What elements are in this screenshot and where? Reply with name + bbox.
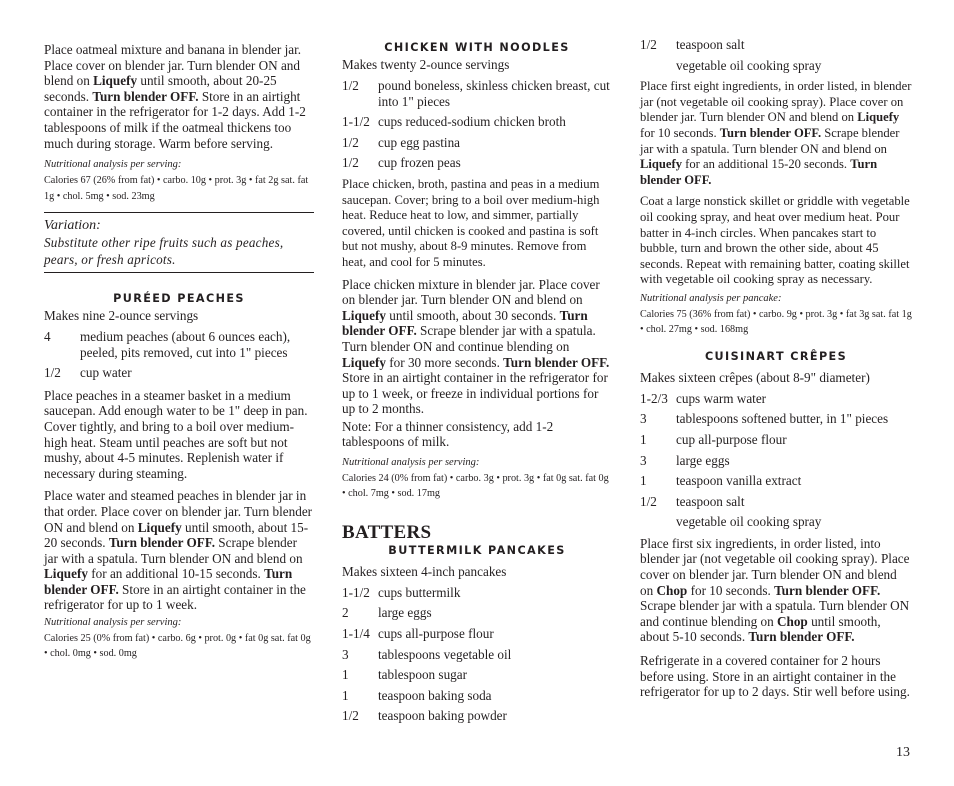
text-run: Scrape blender jar with a spatula. Turn blender ON and blend on <box>640 125 900 156</box>
peaches-step-2 <box>44 488 314 613</box>
pancakes-step-2: Coat a large nonstick skillet or griddle with vegetable oil cooking spray, and heat over medium heat. Pour batter in 4-inch circles. When pancakes start to bubble, turn and brown the other side, about 45 seconds. Repeat with remaining batter, coating skillet with vegetable oil cooking spray as necessary. <box>640 194 910 287</box>
ingredient-text: tablespoon sugar <box>378 667 467 683</box>
ingredient-text: vegetable oil cooking spray <box>676 514 822 530</box>
ingredient-text: teaspoon baking powder <box>378 708 507 724</box>
text-run: for 10 seconds. <box>640 125 720 140</box>
ingredient-item <box>640 514 912 530</box>
bold-term: Turn blender OFF. <box>108 535 215 551</box>
ingredient-item <box>342 605 612 621</box>
ingredient-item <box>342 647 612 663</box>
ingredient-item <box>44 365 314 381</box>
ingredient-qty: 1-1/4 <box>342 626 370 642</box>
ingredient-list <box>640 391 912 530</box>
pancakes-step-1 <box>640 79 912 188</box>
text-run: Place chicken mixture in blender jar. Place cover on blender jar. Turn blender ON and blend on <box>342 276 600 308</box>
ingredient-list <box>342 585 612 724</box>
ingredient-text: teaspoon vanilla extract <box>676 473 802 489</box>
bold-term: Liquefy <box>640 157 682 172</box>
bold-term: Liquefy <box>857 110 900 125</box>
text-run: Place oatmeal mixture and banana in blender jar. Place cover on blender jar. Turn blender ON and blend on <box>44 42 302 89</box>
variation-box <box>44 212 314 273</box>
ingredient-list <box>342 78 612 171</box>
nutrition-facts: Calories 67 (26% from fat) • carbo. 10g • prot. 3g • fat 2g sat. fat 1g • chol. 5mg • sod. 23mg <box>44 175 309 202</box>
bold-term: Liquefy <box>93 73 138 89</box>
ingredient-qty: 1 <box>342 667 349 683</box>
nutrition-facts: Calories 75 (36% from fat) • carbo. 9g • prot. 3g • fat 3g sat. fat 1g • chol. 27mg • sod. 168mg <box>640 308 912 336</box>
ingredient-qty: 1 <box>640 431 647 447</box>
text-run: for 30 more seconds. <box>385 354 504 370</box>
chicken-step-1: Place chicken, broth, pastina and peas in a medium saucepan. Cover; bring to a boil over medium-high heat. Reduce heat to low, and simmer, partially covered, until chicken is cooked and pastina is soft but not mushy, about 8-9 minutes. Remove from heat, and cool for 5 minutes. <box>342 176 600 269</box>
ingredient-qty: 2 <box>342 605 349 621</box>
ingredient-qty: 1 <box>342 687 349 703</box>
bold-term: Turn blender OFF. <box>719 125 822 140</box>
chicken-step-2 <box>342 277 612 417</box>
bold-term: Liquefy <box>342 307 386 323</box>
ingredient-text: cups warm water <box>676 390 767 406</box>
chicken-note: Note: For a thinner consistency, add 1-2 tablespoons of milk. <box>342 418 554 450</box>
text-run: Place water and steamed peaches in blender jar in that order. Place cover on blender jar. Turn blender ON and blend on <box>44 488 313 535</box>
recipe-yield: Makes sixteen 4-inch pancakes <box>342 563 507 579</box>
ingredient-text: cup frozen peas <box>378 155 461 171</box>
ingredient-text: cups all-purpose flour <box>378 626 494 642</box>
text-run: until smooth, about 5-10 seconds. <box>640 613 881 645</box>
crepes-step-1 <box>640 536 912 645</box>
recipe-title-buttermilk-pancakes: BUTTERMILK PANCAKES <box>388 543 566 557</box>
ingredient-qty: 3 <box>342 646 349 662</box>
text-run: until smooth, about 30 seconds. <box>385 307 560 323</box>
ingredient-text: vegetable oil cooking spray <box>676 57 822 73</box>
column-middle <box>342 40 612 724</box>
ingredient-item <box>640 432 912 448</box>
bold-term: Turn blender OFF. <box>503 354 610 370</box>
nutrition-heading: Nutritional analysis per serving: <box>44 617 182 629</box>
page-number: 13 <box>896 745 910 760</box>
ingredient-item <box>640 411 912 427</box>
ingredient-qty: 1-1/2 <box>342 584 370 600</box>
text-run: for an additional 15-20 seconds. <box>682 157 851 172</box>
nutrition-facts: Calories 25 (0% from fat) • carbo. 6g • prot. 0g • fat 0g sat. fat 0g • chol. 0mg • sod. 0mg <box>44 633 311 660</box>
bold-term: Chop <box>776 613 808 629</box>
recipe-title-pureed-peaches: PURÉED PEACHES <box>113 291 245 305</box>
ingredient-item <box>640 494 912 510</box>
ingredient-qty: 1/2 <box>640 37 657 52</box>
ingredient-item <box>44 329 314 360</box>
bold-term: Turn blender OFF. <box>44 566 293 597</box>
ingredient-text: teaspoon salt <box>676 37 745 52</box>
ingredient-item <box>342 155 612 171</box>
bold-term: Liquefy <box>137 519 182 535</box>
peaches-step-1: Place peaches in a steamer basket in a medium saucepan. Add enough water to be 1" deep in pan. Cover tightly, and bring to a boil over medium-high heat. Steam until peaches are soft but not mushy, about 4-5 minutes. Replenish water if necessary during steaming. <box>44 387 308 481</box>
bold-term: Turn blender OFF. <box>92 88 199 104</box>
recipe-title-chicken-noodles: CHICKEN WITH NOODLES <box>384 41 570 54</box>
ingredient-text: cups reduced-sodium chicken broth <box>378 114 566 130</box>
section-title-batters: BATTERS <box>342 521 432 543</box>
ingredient-text: pound boneless, skinless chicken breast, cut into 1" pieces <box>378 78 610 109</box>
ingredient-qty: 1/2 <box>342 708 359 724</box>
ingredient-item <box>640 473 912 489</box>
ingredient-text: cups buttermilk <box>378 584 461 600</box>
ingredient-qty: 1/2 <box>44 365 61 381</box>
ingredient-item <box>342 708 612 724</box>
text-run: Scrape blender jar with a spatula. Turn blender ON and continue blending on <box>640 598 910 629</box>
variation-text: Substitute other ripe fruits such as peaches, pears, or fresh apricots. <box>44 234 284 267</box>
bold-term: Turn blender OFF. <box>748 629 855 645</box>
text-run: until smooth, about 15-20 seconds. <box>44 519 309 551</box>
bold-term: Chop <box>656 582 688 598</box>
recipe-yield: Makes nine 2-ounce servings <box>44 307 199 323</box>
bold-term: Turn blender OFF. <box>774 582 881 598</box>
ingredient-item <box>342 135 612 151</box>
ingredient-qty: 3 <box>640 411 647 427</box>
ingredient-text: teaspoon baking soda <box>378 687 492 703</box>
ingredient-qty <box>640 58 676 74</box>
ingredient-qty: 4 <box>44 328 51 344</box>
crepes-step-2: Refrigerate in a covered container for 2 hours before using. Store in an airtight container in the refrigerator for up to 2 days. Stir well before using. <box>640 653 910 700</box>
bold-term: Turn blender OFF. <box>342 307 588 339</box>
ingredient-text: medium peaches (about 6 ounces each), peeled, pits removed, cut into 1" pieces <box>80 328 291 360</box>
ingredient-list <box>44 329 314 381</box>
nutrition-heading: Nutritional analysis per serving: <box>44 159 182 171</box>
column-left <box>44 40 314 662</box>
text-run: Scrape blender jar with a spatula. Turn blender ON and blend on <box>44 535 303 566</box>
ingredient-qty: 1/2 <box>342 155 359 171</box>
oatmeal-instructions <box>44 42 314 151</box>
ingredient-item <box>342 78 612 109</box>
text-run: Store in an airtight container in the refrigerator for up to 1 week. <box>44 581 306 613</box>
text-run: Place first six ingredients, in order listed, into blender jar (not vegetable oil cooking spray). Place cover on blender jar. Turn blender ON and blend on <box>640 535 910 598</box>
ingredient-qty: 1 <box>640 473 647 489</box>
ingredient-text: tablespoons vegetable oil <box>378 646 512 662</box>
ingredient-item <box>640 391 912 407</box>
nutrition-facts: Calories 24 (0% from fat) • carbo. 3g • prot. 3g • fat 0g sat. fat 0g • chol. 7mg • sod. 17mg <box>342 473 609 500</box>
bold-term: Turn blender OFF. <box>640 157 878 187</box>
nutrition-heading: Nutritional analysis per pancake: <box>640 292 782 304</box>
ingredient-item <box>342 114 612 130</box>
ingredient-item <box>640 58 912 74</box>
ingredient-qty: 1/2 <box>640 493 657 509</box>
bold-term: Liquefy <box>342 354 386 370</box>
text-run: Scrape blender jar with a spatula. Turn blender ON and continue blending on <box>342 323 596 354</box>
ingredient-text: cup egg pastina <box>378 134 461 150</box>
ingredient-qty: 1-2/3 <box>640 390 668 406</box>
text-run: for 10 seconds. <box>687 582 775 598</box>
text-run: for an additional 10-15 seconds. <box>87 566 265 582</box>
ingredient-qty <box>640 514 676 530</box>
ingredient-item <box>342 667 612 683</box>
ingredient-qty: 1/2 <box>342 78 359 93</box>
column-right <box>640 37 912 700</box>
ingredient-text: cup water <box>80 365 132 381</box>
ingredient-text: cup all-purpose flour <box>676 431 787 447</box>
ingredient-text: tablespoons softened butter, in 1" pieces <box>676 411 889 427</box>
ingredient-qty: 1-1/2 <box>342 114 370 130</box>
ingredient-item <box>342 585 612 601</box>
ingredient-text: large eggs <box>676 452 730 468</box>
recipe-title-cuisinart-crepes: CUISINART CRÊPES <box>704 349 848 363</box>
text-run: Store in an airtight container in the refrigerator for 1-2 days. Add 1-2 tablespoons of milk if the oatmeal thickens too much during storage. Warm before serving. <box>44 88 306 151</box>
ingredient-item <box>640 37 912 53</box>
variation-title: Variation: <box>44 217 101 233</box>
ingredient-item <box>342 626 612 642</box>
ingredient-item <box>640 453 912 469</box>
ingredient-text: large eggs <box>378 605 432 621</box>
ingredient-qty: 1/2 <box>342 134 359 150</box>
recipe-yield: Makes sixteen crêpes (about 8-9" diameter) <box>640 369 870 385</box>
nutrition-heading: Nutritional analysis per serving: <box>342 457 480 469</box>
bold-term: Liquefy <box>44 566 88 582</box>
text-run: Store in an airtight container in the refrigerator for up to 1 week, or freeze in individual portions for up to 2 months. <box>342 370 608 417</box>
recipe-yield: Makes twenty 2-ounce servings <box>342 57 510 72</box>
text-run: Place first eight ingredients, in order listed, in blender jar (not vegetable oil cooking spray). Place cover on blender jar. Turn blender ON and blend on <box>640 79 912 125</box>
ingredient-item <box>342 688 612 704</box>
ingredient-text: teaspoon salt <box>676 493 745 509</box>
ingredient-list <box>640 37 912 73</box>
ingredient-qty: 3 <box>640 452 647 468</box>
text-run: until smooth, about 20-25 seconds. <box>44 73 277 104</box>
